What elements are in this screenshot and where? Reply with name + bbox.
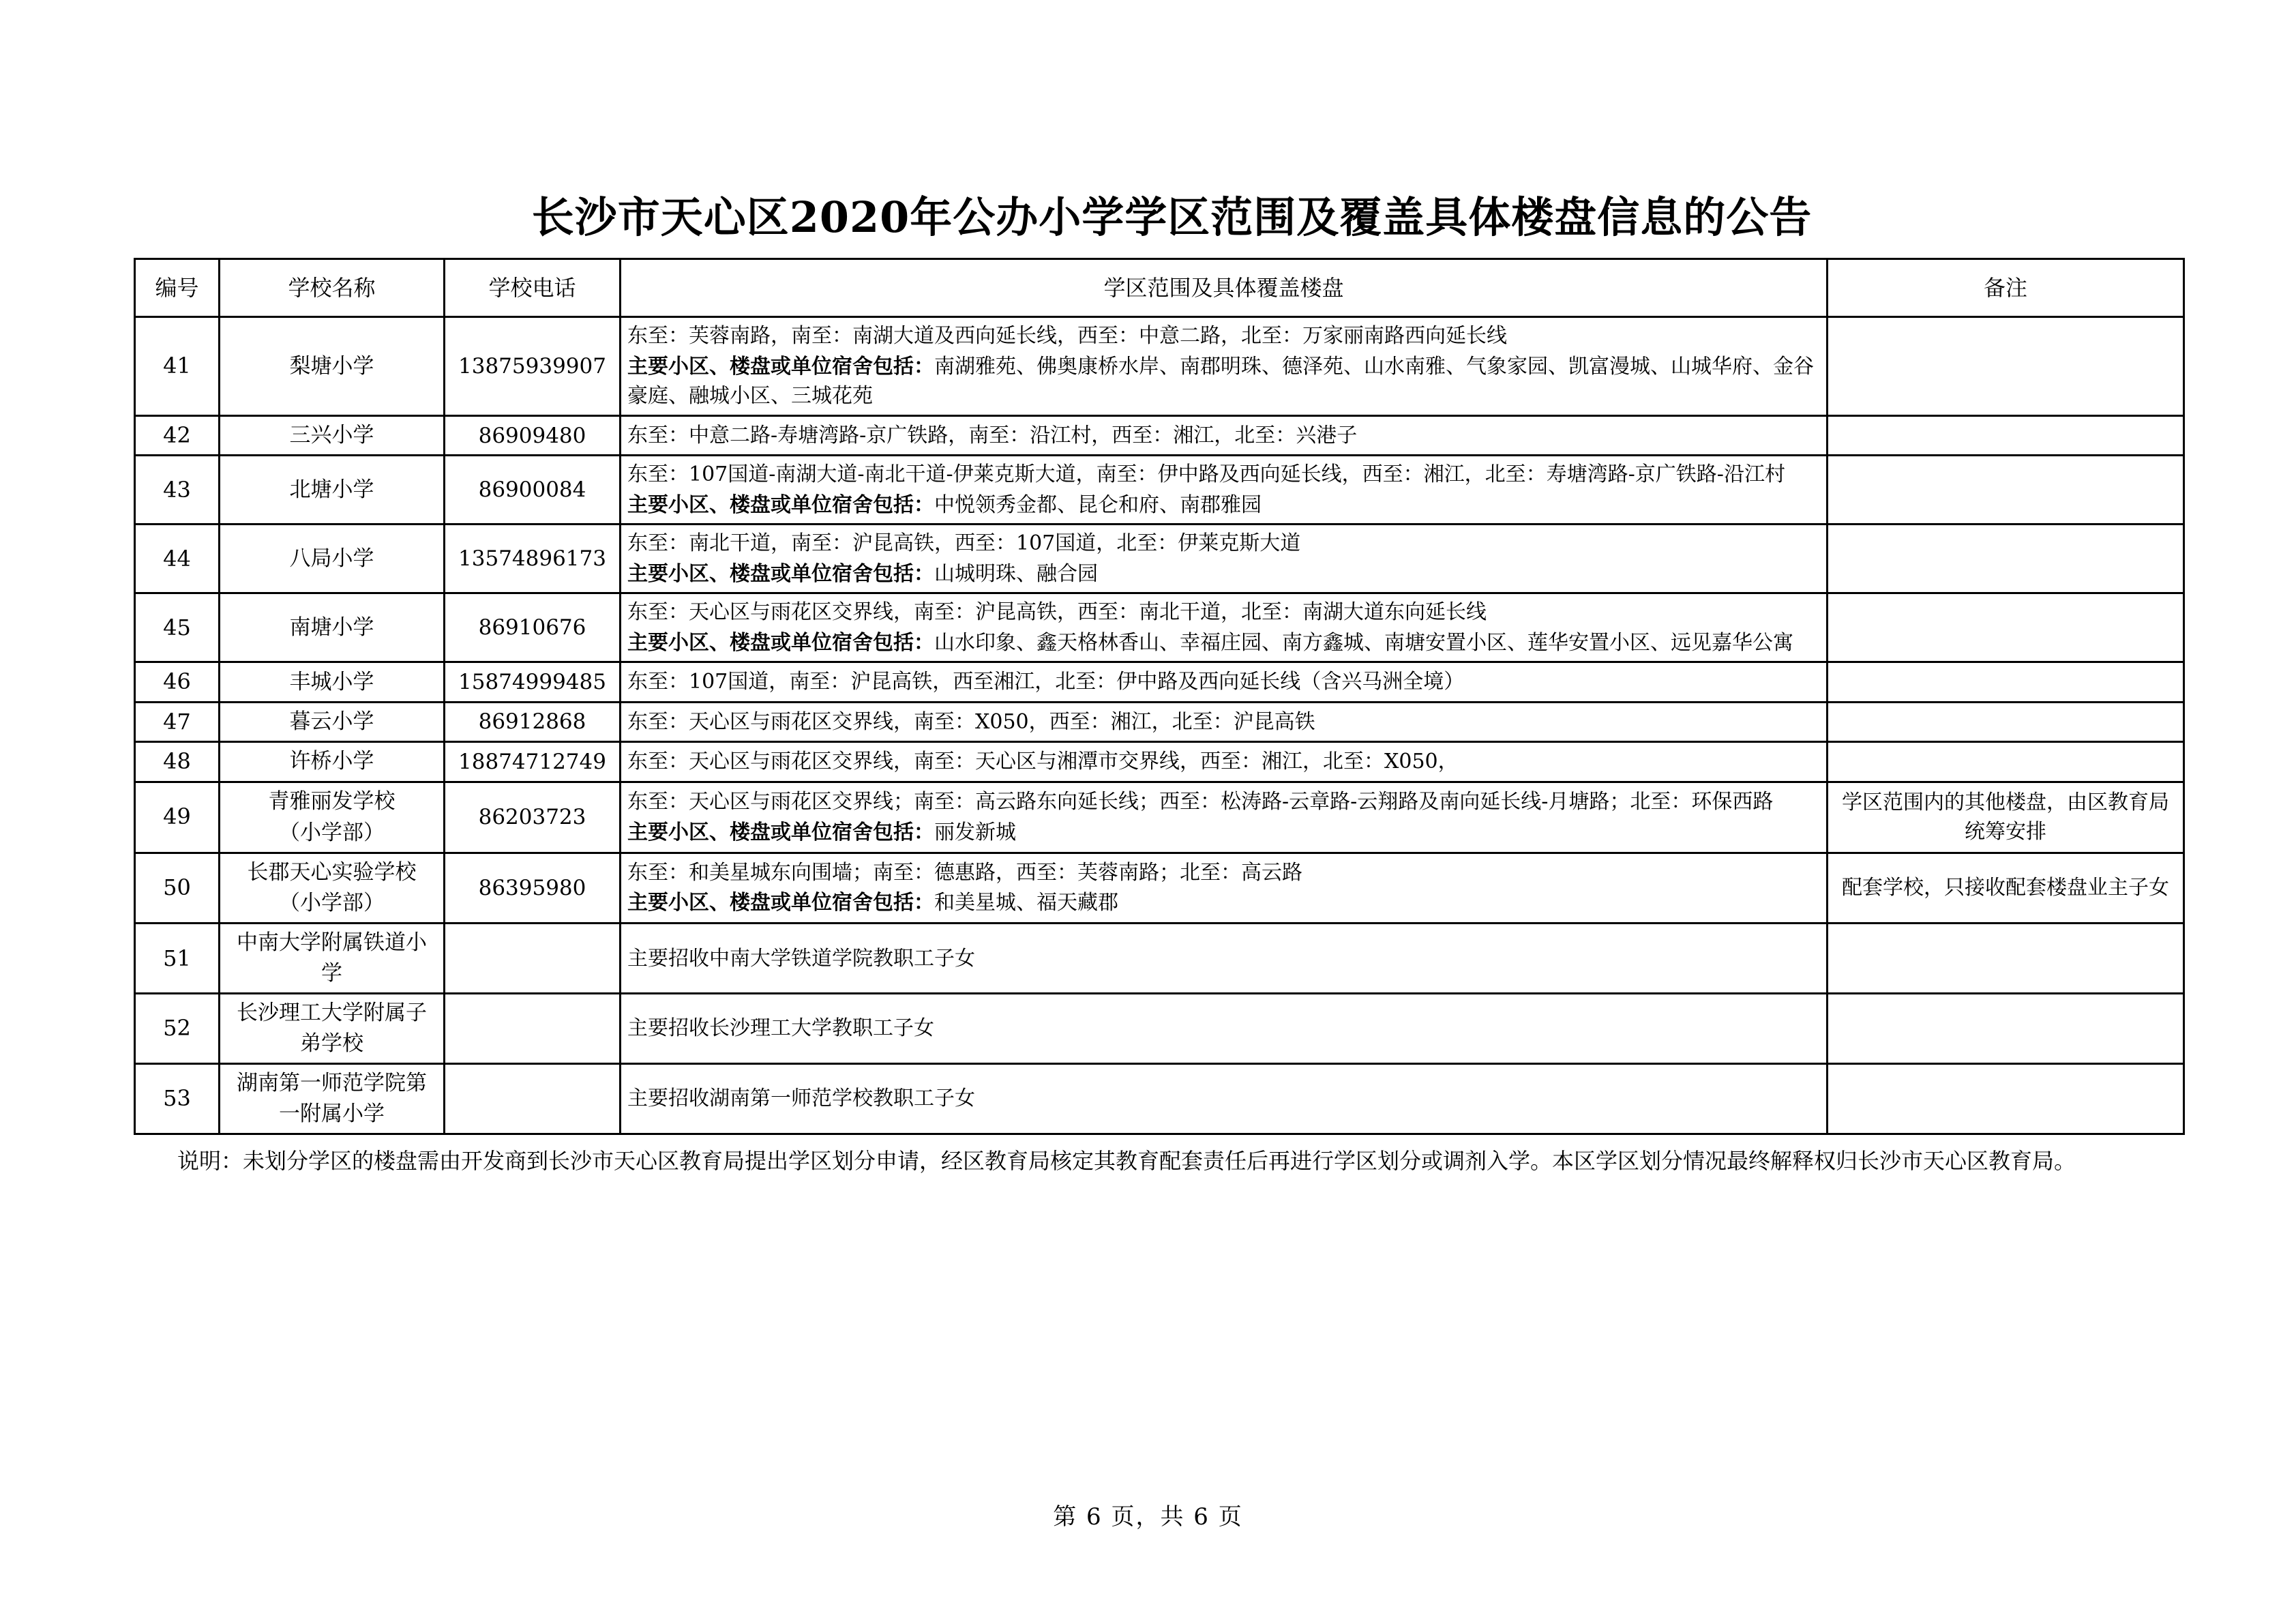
cell-remark: 配套学校，只接收配套楼盘业主子女 (1828, 853, 2184, 924)
table-row (135, 924, 2184, 994)
cell-school-phone: 18874712749 (445, 742, 621, 782)
cell-remark (1828, 994, 2184, 1064)
zone-estates-label: 主要小区、楼盘或单位宿舍包括： (627, 492, 934, 517)
cell-no: 47 (135, 702, 220, 741)
cell-school-phone: 86910676 (445, 593, 621, 662)
cell-remark (1828, 924, 2184, 994)
cell-zone-description (621, 924, 1828, 994)
school-name-line: 暮云小学 (289, 709, 374, 735)
school-name-line: 八局小学 (289, 546, 374, 571)
zone-estates-value: 山城明珠、融合园 (934, 561, 1098, 586)
cell-school-name (220, 782, 445, 853)
cell-zone-description (621, 782, 1828, 853)
zone-estates-line (627, 628, 1820, 658)
cell-school-name (220, 702, 445, 741)
school-name-line: 青雅丽发学校 (268, 788, 396, 814)
document-body (134, 192, 2183, 1177)
table-header-row (135, 259, 2184, 317)
cell-no: 53 (135, 1064, 220, 1134)
cell-no: 49 (135, 782, 220, 853)
cell-zone-description (621, 994, 1828, 1064)
cell-school-phone: 13574896173 (445, 525, 621, 593)
zone-estates-label: 主要小区、楼盘或单位宿舍包括： (627, 354, 934, 379)
zone-estates-label: 主要小区、楼盘或单位宿舍包括： (627, 630, 934, 655)
table-row (135, 662, 2184, 702)
table-row (135, 782, 2184, 853)
cell-zone-description (621, 662, 1828, 702)
zone-estates-value: 和美星城、福天藏郡 (934, 891, 1118, 915)
page-title: 长沙市天心区2020年公办小学学区范围及覆盖具体楼盘信息的公告 (531, 192, 1813, 242)
zone-estates-value: 中悦领秀金都、昆仑和府、南郡雅园 (934, 492, 1262, 517)
zone-boundary-text: 东至：中意二路-寿塘湾路-京广铁路，南至：沿江村，西至：湘江，北至：兴港子 (627, 423, 1358, 447)
school-name-line: 中南大学附属铁道小学 (237, 930, 427, 986)
zone-boundary-text: 东至：芙蓉南路，南至：南湖大道及西向延长线，西至：中意二路，北至：万家丽南路西向延长线 (627, 324, 1507, 349)
cell-school-phone: 86909480 (445, 415, 621, 455)
zone-estates-line (627, 559, 1820, 589)
zone-estates-label: 主要小区、楼盘或单位宿舍包括： (627, 820, 934, 844)
cell-school-name (220, 994, 445, 1064)
zone-estates-label: 主要小区、楼盘或单位宿舍包括： (627, 891, 934, 915)
zone-estates-line (627, 490, 1820, 520)
column-header-zone: 学区范围及具体覆盖楼盘 (621, 259, 1828, 317)
cell-zone-description (621, 317, 1828, 416)
footnote: 说明：未划分学区的楼盘需由开发商到长沙市天心区教育局提出学区划分申请，经区教育局核定其教育配套责任后再进行学区划分或调剂入学。本区学区划分情况最终解释权归长沙市天心区教育局。 (177, 1148, 2076, 1175)
table-row (135, 702, 2184, 741)
cell-zone-description (621, 525, 1828, 593)
cell-zone-description (621, 702, 1828, 741)
column-header-remark: 备注 (1828, 259, 2184, 317)
cell-school-name (220, 924, 445, 994)
cell-no: 42 (135, 415, 220, 455)
cell-remark (1828, 702, 2184, 741)
cell-remark (1828, 742, 2184, 782)
table-row (135, 1064, 2184, 1134)
cell-zone-description (621, 593, 1828, 662)
table-row (135, 456, 2184, 525)
cell-zone-description (621, 742, 1828, 782)
zone-estates-value: 丽发新城 (934, 820, 1016, 844)
school-name-line: 湖南第一师范学院第一附属小学 (237, 1071, 427, 1127)
cell-zone-description (621, 1064, 1828, 1134)
page-number: 第 6 页，共 6 页 (1053, 1503, 1243, 1531)
table-row (135, 593, 2184, 662)
cell-no: 45 (135, 593, 220, 662)
zone-boundary-text: 东至：天心区与雨花区交界线，南至：天心区与湘潭市交界线，西至：湘江，北至：X050， (627, 750, 1459, 774)
cell-school-phone: 86912868 (445, 702, 621, 741)
cell-school-phone: 13875939907 (445, 317, 621, 416)
cell-remark (1828, 1064, 2184, 1134)
cell-no: 43 (135, 456, 220, 525)
cell-no: 50 (135, 853, 220, 924)
cell-no: 51 (135, 924, 220, 994)
table-row (135, 525, 2184, 593)
cell-school-phone (445, 1064, 621, 1134)
zone-boundary-text: 东至：107国道-南湖大道-南北干道-伊莱克斯大道，南至：伊中路及西向延长线，西至：湘江，北至：寿塘湾路-京广铁路-沿江村 (627, 462, 1785, 487)
table-body (135, 317, 2184, 1134)
table-row (135, 994, 2184, 1064)
cell-school-phone (445, 924, 621, 994)
zone-boundary-text: 东至：107国道，南至：沪昆高铁，西至湘江，北至：伊中路及西向延长线（含兴马洲全境） (627, 670, 1465, 694)
cell-remark (1828, 593, 2184, 662)
zone-boundary-text: 主要招收湖南第一师范学校教职工子女 (627, 1087, 975, 1111)
cell-no: 46 (135, 662, 220, 702)
school-name-line: 三兴小学 (289, 423, 374, 448)
cell-no: 44 (135, 525, 220, 593)
cell-school-name (220, 317, 445, 416)
table-row (135, 317, 2184, 416)
cell-school-name (220, 456, 445, 525)
school-name-line: 南塘小学 (289, 615, 374, 640)
column-header-school: 学校名称 (220, 259, 445, 317)
school-name-line: （小学部） (279, 820, 385, 845)
zone-boundary-text: 主要招收长沙理工大学教职工子女 (627, 1016, 934, 1041)
cell-no: 48 (135, 742, 220, 782)
school-name-line: （小学部） (279, 891, 385, 916)
cell-no: 41 (135, 317, 220, 416)
table-header (135, 259, 2184, 317)
cell-remark: 学区范围内的其他楼盘，由区教育局统筹安排 (1828, 782, 2184, 853)
cell-no: 52 (135, 994, 220, 1064)
zone-boundary-text: 东至：天心区与雨花区交界线，南至：X050，西至：湘江，北至：沪昆高铁 (627, 709, 1315, 734)
table-row (135, 853, 2184, 924)
cell-zone-description (621, 853, 1828, 924)
school-name-line: 长郡天心实验学校 (247, 859, 417, 885)
school-zone-table (134, 258, 2185, 1135)
cell-school-phone (445, 994, 621, 1064)
zone-boundary-text: 东至：天心区与雨花区交界线；南至：高云路东向延长线；西至：松涛路-云章路-云翔路及南向延长线-月塘路；北至：环保西路 (627, 790, 1774, 814)
column-header-no: 编号 (135, 259, 220, 317)
cell-school-name (220, 742, 445, 782)
zone-estates-line (627, 818, 1820, 848)
cell-school-name (220, 853, 445, 924)
school-name-line: 许桥小学 (289, 749, 374, 774)
table-row (135, 742, 2184, 782)
school-name-line: 梨塘小学 (289, 353, 374, 379)
column-header-phone: 学校电话 (445, 259, 621, 317)
cell-school-name (220, 415, 445, 455)
school-name-line: 北塘小学 (289, 477, 374, 502)
zone-boundary-text: 东至：和美星城东向围墙；南至：德惠路，西至：芙蓉南路；北至：高云路 (627, 860, 1302, 885)
cell-zone-description (621, 415, 1828, 455)
zone-boundary-text: 主要招收中南大学铁道学院教职工子女 (627, 946, 975, 971)
zone-estates-line (627, 352, 1820, 411)
cell-school-name (220, 662, 445, 702)
cell-school-phone: 15874999485 (445, 662, 621, 702)
cell-remark (1828, 525, 2184, 593)
zone-estates-value: 南湖雅苑、佛奥康桥水岸、南郡明珠、德泽苑、山水南雅、气象家园、凯富漫城、山城华府、金谷豪庭、融城小区、三城花苑 (627, 354, 1814, 409)
school-name-line: 长沙理工大学附属子弟学校 (237, 1001, 427, 1057)
table-row (135, 415, 2184, 455)
cell-school-name (220, 593, 445, 662)
cell-remark (1828, 456, 2184, 525)
cell-school-phone: 86900084 (445, 456, 621, 525)
zone-estates-value: 山水印象、鑫天格林香山、幸福庄园、南方鑫城、南塘安置小区、莲华安置小区、远见嘉华公寓 (934, 630, 1793, 655)
zone-estates-line (627, 888, 1820, 918)
school-name-line: 丰城小学 (289, 669, 374, 694)
cell-zone-description (621, 456, 1828, 525)
cell-school-phone: 86395980 (445, 853, 621, 924)
cell-remark (1828, 662, 2184, 702)
zone-boundary-text: 东至：天心区与雨花区交界线，南至：沪昆高铁，西至：南北干道，北至：南湖大道东向延长线 (627, 600, 1487, 625)
zone-estates-label: 主要小区、楼盘或单位宿舍包括： (627, 561, 934, 586)
cell-school-name (220, 525, 445, 593)
cell-remark (1828, 317, 2184, 416)
cell-remark (1828, 415, 2184, 455)
cell-school-phone: 86203723 (445, 782, 621, 853)
cell-school-name (220, 1064, 445, 1134)
zone-boundary-text: 东至：南北干道，南至：沪昆高铁，西至：107国道，北至：伊莱克斯大道 (627, 531, 1301, 556)
